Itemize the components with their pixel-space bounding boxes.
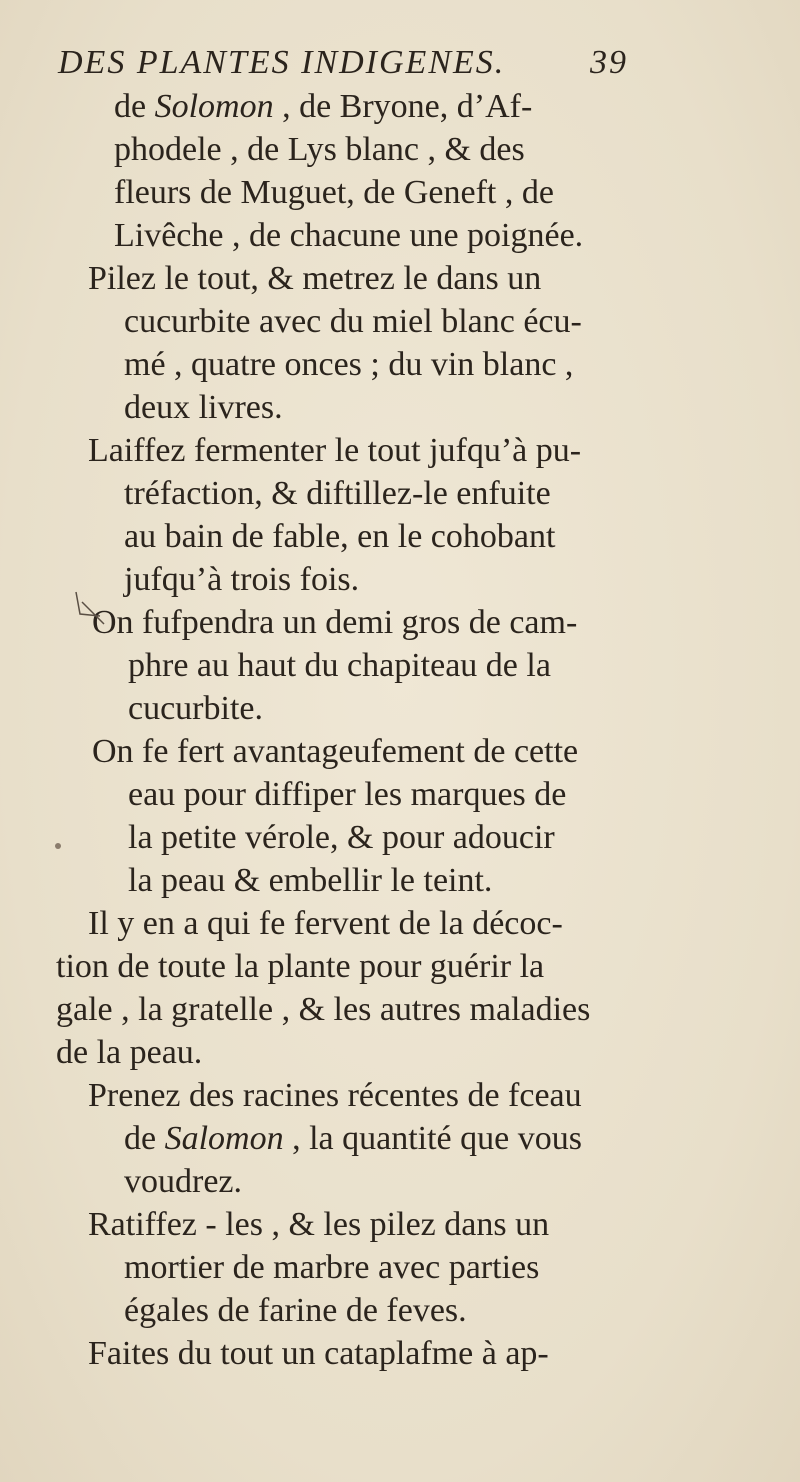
text-line: mortier de marbre avec parties: [124, 1249, 540, 1286]
text-line: voudrez.: [124, 1163, 243, 1200]
text-line: Il y en a qui fe fervent de la décoc-: [88, 905, 563, 942]
text-line: cucurbite avec du miel blanc écu-: [124, 303, 582, 340]
text-line: Faites du tout un cataplafme à ap-: [88, 1335, 549, 1372]
text-line: de Solomon , de Bryone, d’Af-: [114, 88, 533, 125]
text-line: mé , quatre onces ; du vin blanc ,: [124, 346, 574, 383]
text-line: Ratiffez - les , & les pilez dans un: [88, 1206, 550, 1243]
text-line: Pilez le tout, & metrez le dans un: [88, 260, 542, 297]
text-line: phre au haut du chapiteau de la: [128, 647, 551, 684]
text-line: de la peau.: [56, 1034, 203, 1071]
text-line: tréfaction, & diftillez-le enfuite: [124, 475, 551, 512]
text-line: fleurs de Muguet, de Geneft , de: [114, 174, 554, 211]
ink-stroke-mark: [74, 586, 114, 626]
text-line: au bain de fable, en le cohobant: [124, 518, 556, 555]
text-line: jufqu’à trois fois.: [124, 561, 360, 598]
text-line: gale , la gratelle , & les autres maladies: [56, 991, 591, 1028]
text-line: deux livres.: [124, 389, 283, 426]
text-line: Livêche , de chacune une poignée.: [114, 217, 584, 254]
text-line: On fe fert avantageufement de cette: [92, 733, 579, 770]
page-number: 39: [590, 44, 628, 81]
running-header: [58, 40, 758, 90]
ink-dot-mark: [52, 840, 64, 852]
running-title: DES PLANTES INDIGENES.: [58, 44, 506, 81]
text-line: Prenez des racines récentes de fceau: [88, 1077, 582, 1114]
text-line: Laiffez fermenter le tout jufqu’à pu-: [88, 432, 582, 469]
text-line: eau pour diffiper les marques de: [128, 776, 567, 813]
text-line: la petite vérole, & pour adoucir: [128, 819, 555, 856]
text-line: cucurbite.: [128, 690, 263, 727]
text-line: On fufpendra un demi gros de cam-: [92, 604, 578, 641]
text-line: égales de farine de feves.: [124, 1292, 467, 1329]
text-line: la peau & embellir le teint.: [128, 862, 493, 899]
text-line: phodele , de Lys blanc , & des: [114, 131, 525, 168]
text-line: tion de toute la plante pour guérir la: [56, 948, 545, 985]
text-line: de Salomon , la quantité que vous: [124, 1120, 582, 1157]
